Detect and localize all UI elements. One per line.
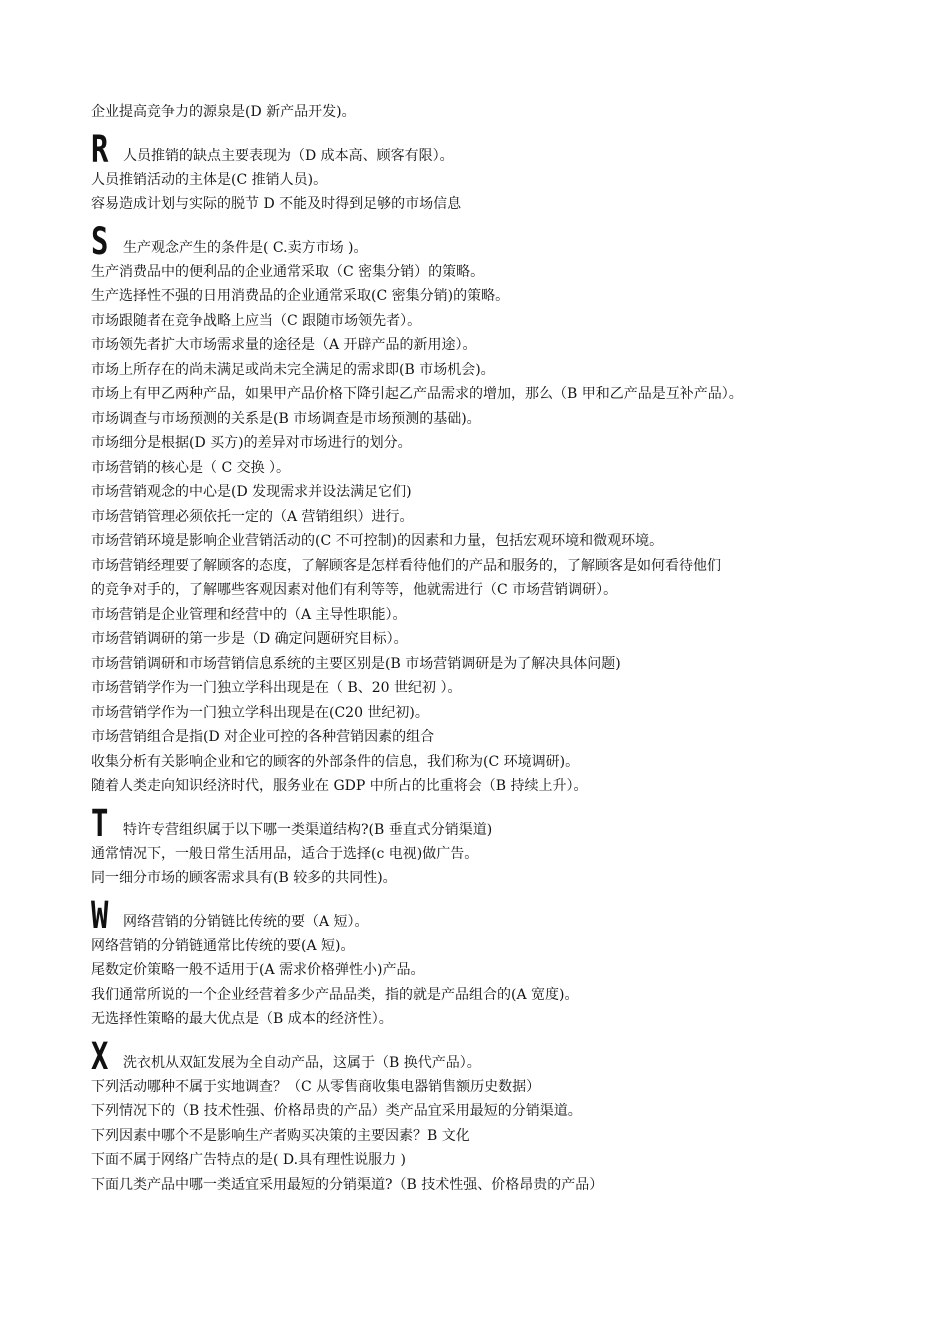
section-t [91,801,891,891]
question-line: 特许专营组织属于以下哪一类渠道结构?(B 垂直式分销渠道) [123,821,493,838]
question-line: 容易造成计划与实际的脱节 D 不能及时得到足够的市场信息 [91,196,462,212]
index-letter: R [91,127,109,171]
question-line: 我们通常所说的一个企业经营着多少产品品类，指的就是产品组合的(A 宽度)。 [91,986,579,1003]
question-line: 市场营销调研和市场营销信息系统的主要区别是(B 市场营销调研是为了解决具体问题) [91,655,621,672]
question-line: 下列因素中哪个不是影响生产者购买决策的主要因素？B 文化 [91,1127,470,1144]
question-line: 市场营销学作为一门独立学科出现是在(C20 世纪初)。 [91,704,429,721]
question-line: 生产消费品中的便利品的企业通常采取（C 密集分销）的策略。 [91,263,485,280]
index-letter: S [91,219,109,263]
question-line: 无选择性策略的最大优点是（B 成本的经济性）。 [91,1011,393,1027]
index-letter: T [91,801,109,845]
question-line: 市场调查与市场预测的关系是(B 市场调查是市场预测的基础)。 [91,410,481,427]
question-line: 市场上有甲乙两种产品，如果甲产品价格下降引起乙产品需求的增加，那么（B 甲和乙产品是互补产品）。 [91,386,743,402]
question-line: 市场营销观念的中心是(D 发现需求并设法满足它们) [91,484,412,500]
section-heading [91,1034,891,1078]
question-line: 下列情况下的（B 技术性强、价格昂贵的产品）类产品宜采用最短的分销渠道。 [91,1103,582,1119]
section-heading [91,801,891,845]
section-heading [91,893,891,937]
question-line: 下列活动哪种不属于实地调查？（C 从零售商收集电器销售额历史数据） [91,1078,541,1095]
question-line: 市场营销经理要了解顾客的态度，了解顾客是怎样看待他们的产品和服务的，了解顾客是如何看待他们 [91,557,721,574]
question-line: 市场营销环境是影响企业营销活动的(C 不可控制)的因素和力量，包括宏观环境和微观环境。 [91,533,664,549]
question-line: 收集分析有关影响企业和它的顾客的外部条件的信息，我们称为(C 环境调研)。 [91,753,580,770]
index-letter: W [91,893,109,937]
question-line: 市场跟随者在竞争战略上应当（C 跟随市场领先者）。 [91,312,422,329]
document-body [91,100,891,1197]
question-line: 人员推销活动的主体是(C 推销人员)。 [91,171,328,188]
question-line: 下面不属于网络广告特点的是( D.具有理性说服力 ) [91,1152,406,1168]
section-heading [91,219,891,263]
question-line: 市场营销的核心是（ C 交换 ）。 [91,459,291,476]
section-intro [91,100,891,125]
section-heading [91,127,891,171]
question-line: 市场营销管理必须依托一定的（A 营销组织）进行。 [91,508,414,525]
question-line: 企业提高竞争力的源泉是(D 新产品开发)。 [91,104,356,120]
question-line: 生产选择性不强的日用消费品的企业通常采取(C 密集分销)的策略。 [91,288,510,304]
question-line: 同一细分市场的顾客需求具有(B 较多的共同性)。 [91,870,397,886]
index-letter: X [91,1034,109,1078]
question-line: 网络营销的分销链通常比传统的要(A 短)。 [91,937,355,954]
question-line: 尾数定价策略一般不适用于(A 需求价格弹性小)产品。 [91,962,425,978]
question-line: 下面几类产品中哪一类适宜采用最短的分销渠道?（B 技术性强、价格昂贵的产品） [91,1176,604,1193]
question-line: 随着人类走向知识经济时代，服务业在 GDP 中所占的比重将会（B 持续上升）。 [91,778,588,794]
question-line: 洗衣机从双缸发展为全自动产品，这属于（B 换代产品）。 [123,1054,481,1071]
question-line: 市场营销调研的第一步是（D 确定问题研究目标）。 [91,631,408,647]
question-line: 通常情况下，一般日常生活用品，适合于选择(c 电视)做广告。 [91,845,479,862]
section-r [91,127,891,217]
question-line: 市场营销学作为一门独立学科出现是在（ B、20 世纪初 ）。 [91,680,462,696]
section-w [91,893,891,1032]
section-s [91,219,891,799]
question-line: 网络营销的分销链比传统的要（A 短）。 [123,913,369,930]
question-line: 市场上所存在的尚未满足或尚未完全满足的需求即(B 市场机会)。 [91,361,495,378]
section-x [91,1034,891,1198]
question-line: 生产观念产生的条件是( C.卖方市场 )。 [123,239,368,256]
question-line: 市场营销是企业管理和经营中的（A 主导性职能）。 [91,606,407,623]
question-line: 市场营销组合是指(D 对企业可控的各种营销因素的组合 [91,729,435,745]
question-line: 市场细分是根据(D 买方)的差异对市场进行的划分。 [91,435,412,451]
question-line: 的竞争对手的，了解哪些客观因素对他们有利等等，他就需进行（C 市场营销调研）。 [91,582,618,598]
question-line: 人员推销的缺点主要表现为（D 成本高、顾客有限）。 [123,147,454,164]
question-line: 市场领先者扩大市场需求量的途径是（A 开辟产品的新用途）。 [91,337,477,353]
